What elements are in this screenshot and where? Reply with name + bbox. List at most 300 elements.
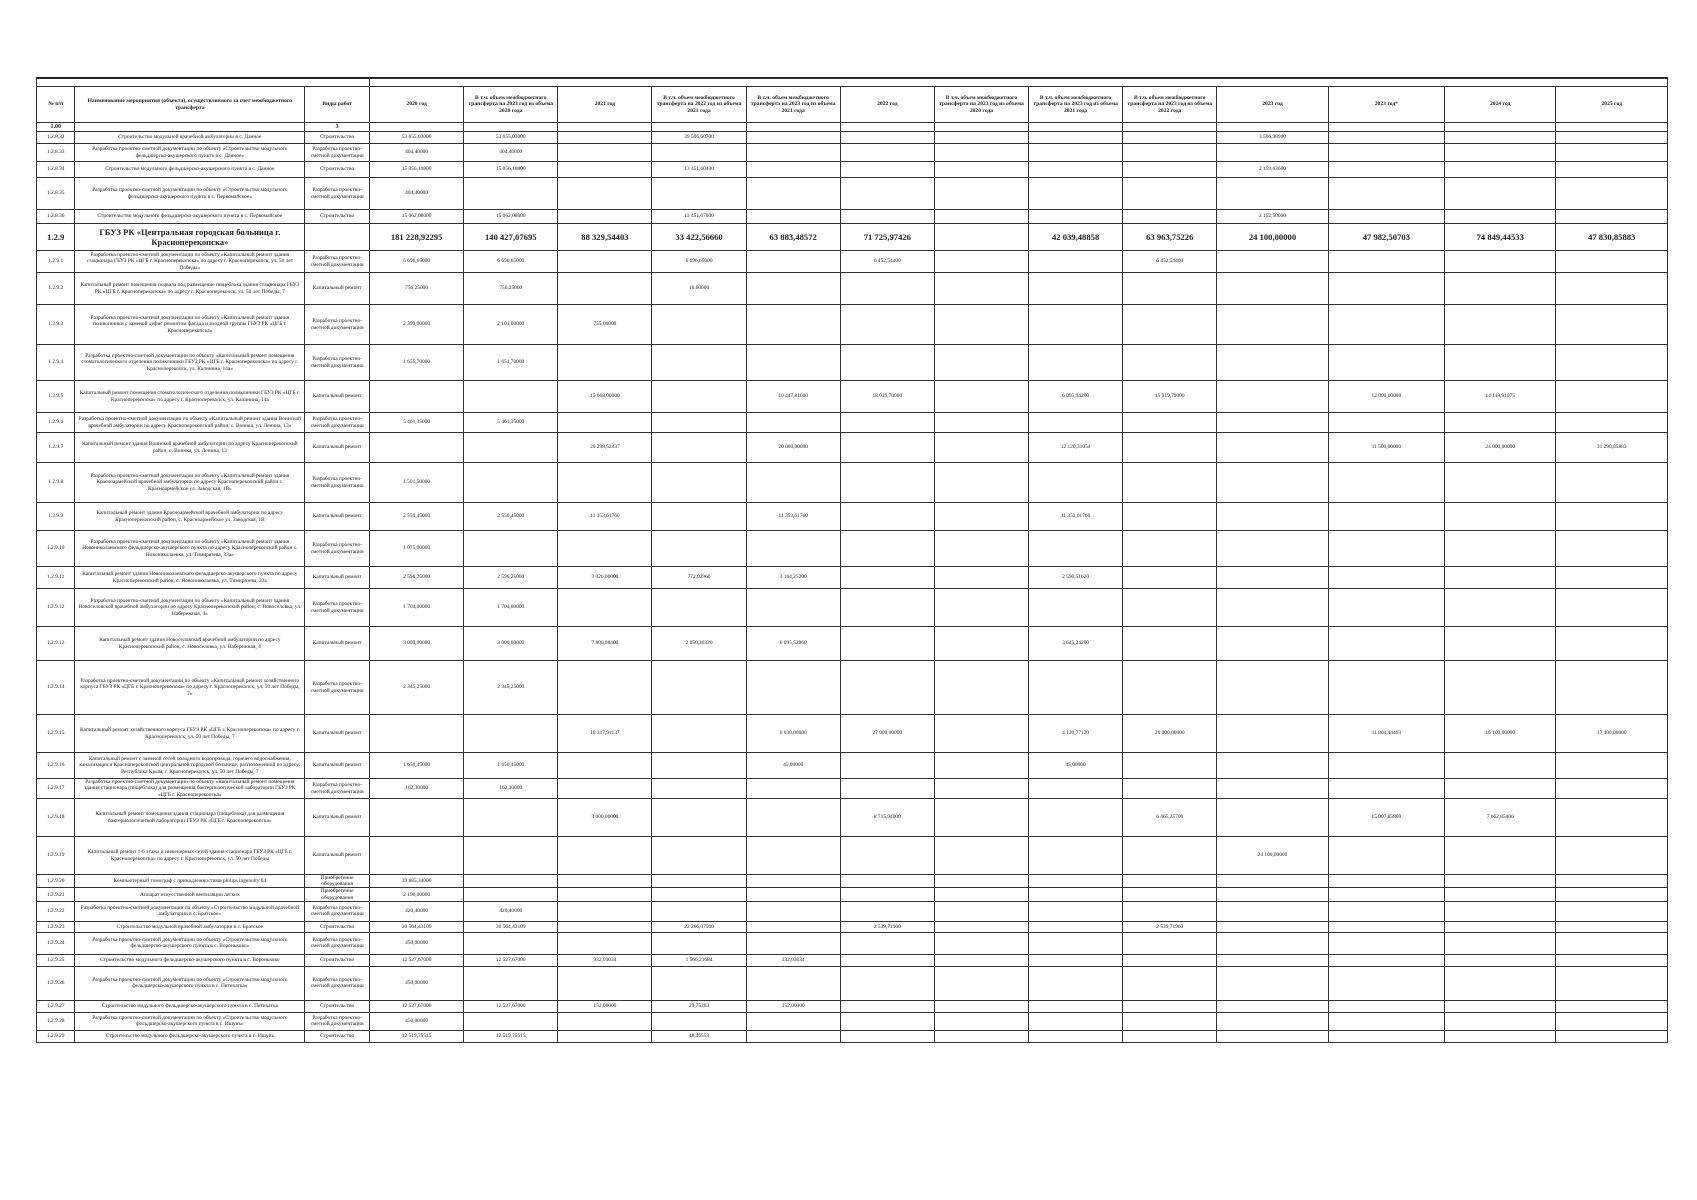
amount-cell: 15 919,79000 xyxy=(1123,381,1217,413)
amount-cell: 12 527,67000 xyxy=(370,1000,464,1012)
amount-cell: 6 696,65000 xyxy=(652,251,746,273)
amount-cell xyxy=(1029,837,1123,875)
amount-cell: 420,40000 xyxy=(464,901,558,921)
amount-cell xyxy=(1029,162,1123,178)
amount-cell xyxy=(1556,954,1668,966)
amount-cell: 6 465,25700 xyxy=(1123,799,1217,837)
work-type: Строительство xyxy=(305,210,370,224)
amount-cell xyxy=(1556,413,1668,433)
amount-cell xyxy=(1217,966,1328,1000)
row-number: 1.2.8.32 xyxy=(37,132,75,144)
work-type: Строительство xyxy=(305,921,370,932)
amount-cell xyxy=(1217,901,1328,921)
column-header: 2023 год* xyxy=(1328,87,1444,123)
amount-cell xyxy=(558,273,652,305)
column-index-cell xyxy=(652,123,746,132)
row-number: 1.2.8.33 xyxy=(37,144,75,162)
amount-cell xyxy=(1029,178,1123,210)
amount-cell: 5 461,35000 xyxy=(464,413,558,433)
amount-cell xyxy=(840,932,934,954)
amount-cell xyxy=(1445,251,1556,273)
amount-cell xyxy=(1217,799,1328,837)
column-header: В т.ч. объем межбюджетного трансферта на 2023 год из объема 2020 года xyxy=(464,87,558,123)
amount-cell xyxy=(464,715,558,753)
work-type: Разработка проектно-сметной документации xyxy=(305,779,370,799)
amount-cell: 1 651,70000 xyxy=(464,345,558,381)
amount-cell xyxy=(1029,210,1123,224)
work-type: Капитальный ремонт xyxy=(305,273,370,305)
amount-cell xyxy=(934,1012,1028,1030)
amount-cell xyxy=(464,1012,558,1030)
amount-cell xyxy=(934,1000,1028,1012)
amount-cell: 6 452,54400 xyxy=(840,251,934,273)
row-number: 1.2.9.1 xyxy=(37,251,75,273)
column-header: 2020 год xyxy=(370,87,464,123)
amount-cell xyxy=(746,305,840,345)
object-name: Капитальный ремонт здания Новониколаевского фельдшерско-акушерского пункта по адресу Красноперекопский район, с. Новониколаевка, ул. Тимирязева, 33а xyxy=(75,567,305,589)
amount-cell: 8 715,94000 xyxy=(840,799,934,837)
amount-cell xyxy=(934,567,1028,589)
amount-cell xyxy=(558,875,652,888)
amount-cell xyxy=(1328,661,1444,715)
amount-cell xyxy=(652,875,746,888)
amount-cell xyxy=(558,251,652,273)
amount-cell xyxy=(1123,901,1217,921)
column-index-cell xyxy=(370,123,464,132)
table-row xyxy=(37,178,1668,210)
object-name: Строительство модульного фельдшерско-акушерского пункта в с. Вороньково xyxy=(75,954,305,966)
amount-cell: 63 883,48572 xyxy=(746,224,840,251)
amount-cell: 18 019,70000 xyxy=(840,381,934,413)
column-index-cell xyxy=(1217,123,1328,132)
amount-cell xyxy=(840,463,934,503)
amount-cell xyxy=(746,162,840,178)
work-type: Разработка проектно-сметной документации xyxy=(305,345,370,381)
column-index-cell xyxy=(1328,123,1444,132)
amount-cell xyxy=(1556,589,1668,627)
amount-cell: 404,40000 xyxy=(370,178,464,210)
amount-cell xyxy=(934,954,1028,966)
amount-cell: 6 696,65000 xyxy=(370,251,464,273)
amount-cell xyxy=(652,932,746,954)
amount-cell xyxy=(1445,273,1556,305)
amount-cell xyxy=(652,715,746,753)
amount-cell xyxy=(1029,966,1123,1000)
column-index-cell xyxy=(1556,123,1668,132)
amount-cell: 12 527,67000 xyxy=(464,954,558,966)
amount-cell xyxy=(840,210,934,224)
amount-cell xyxy=(1328,589,1444,627)
amount-cell: 6 095,94200 xyxy=(1029,381,1123,413)
amount-cell: 450,00000 xyxy=(370,966,464,1000)
amount-cell xyxy=(1556,463,1668,503)
amount-cell xyxy=(1328,1030,1444,1042)
amount-cell xyxy=(1123,1030,1217,1042)
row-number: 1.2.9.14 xyxy=(37,661,75,715)
amount-cell xyxy=(1445,463,1556,503)
work-type: Разработка проектно-сметной документации xyxy=(305,251,370,273)
amount-cell: 18 317,91137 xyxy=(558,715,652,753)
amount-cell xyxy=(1445,753,1556,779)
amount-cell: 3 000,00000 xyxy=(370,627,464,661)
column-header: Виды работ xyxy=(305,87,370,123)
object-name: Строительство модульного фельдшерско-акушерского пункта в с. Ишунь xyxy=(75,1030,305,1042)
amount-cell xyxy=(1445,1030,1556,1042)
amount-cell xyxy=(934,503,1028,531)
amount-cell xyxy=(840,273,934,305)
amount-cell xyxy=(934,779,1028,799)
amount-cell: 20 000,00000 xyxy=(1123,715,1217,753)
amount-cell: 20 298,52437 xyxy=(558,433,652,463)
amount-cell: 29,75363 xyxy=(652,1000,746,1012)
amount-cell xyxy=(840,1000,934,1012)
amount-cell: 15 056,10800 xyxy=(370,162,464,178)
amount-cell xyxy=(1556,799,1668,837)
work-type: Строительство xyxy=(305,132,370,144)
amount-cell: 2 345,25000 xyxy=(464,661,558,715)
amount-cell xyxy=(1556,345,1668,381)
amount-cell xyxy=(1445,1012,1556,1030)
amount-cell xyxy=(1445,954,1556,966)
amount-cell: 39 885,34000 xyxy=(370,875,464,888)
amount-cell xyxy=(1328,413,1444,433)
amount-cell xyxy=(1328,753,1444,779)
amount-cell xyxy=(1445,345,1556,381)
amount-cell xyxy=(1029,1012,1123,1030)
amount-cell xyxy=(1328,305,1444,345)
amount-cell xyxy=(746,463,840,503)
object-name: Капитальный ремонт 1-6 этажа и инженерных сетей здания стационара ГБУЗ РК «ЦГБ г. Красноперекопска» по адресу г. Красноперекопск, ул. 50 лет Победы xyxy=(75,837,305,875)
amount-cell xyxy=(1328,531,1444,567)
amount-cell: 24 100,00000 xyxy=(1217,224,1328,251)
column-index-cell xyxy=(746,123,840,132)
table-row xyxy=(37,901,1668,921)
amount-cell xyxy=(464,799,558,837)
work-type: Капитальный ремонт xyxy=(305,715,370,753)
amount-cell xyxy=(934,888,1028,901)
amount-cell xyxy=(1123,433,1217,463)
object-name: Разработка проектно-сметной документации по объекту «Строительство модульного фельдшерско-акушерского пункта в с. Первомайское» xyxy=(75,178,305,210)
amount-cell xyxy=(558,779,652,799)
column-header: Наименование мероприятия (объекта), осуществляемого за счет межбюджетного трансферта xyxy=(75,87,305,123)
amount-cell xyxy=(1556,779,1668,799)
amount-cell xyxy=(1123,413,1217,433)
amount-cell xyxy=(652,753,746,779)
amount-cell xyxy=(1217,661,1328,715)
amount-cell xyxy=(370,433,464,463)
object-name: Капитальный ремонт с заменой сетей холодного водопровода, горячего водоснабжения, канализации в Красноперекопской центральной городской больнице, расположенной по адресу: Республика Крым, г. Красноперекопск, ул. 50 лет Победы, 7 xyxy=(75,753,305,779)
amount-cell xyxy=(652,144,746,162)
amount-cell xyxy=(840,1030,934,1042)
amount-cell xyxy=(1217,921,1328,932)
amount-cell xyxy=(652,463,746,503)
amount-cell xyxy=(1445,837,1556,875)
amount-cell: 7 806,98400 xyxy=(558,627,652,661)
amount-cell xyxy=(558,837,652,875)
amount-cell xyxy=(558,753,652,779)
amount-cell xyxy=(934,381,1028,413)
amount-cell: 48,46553 xyxy=(652,1030,746,1042)
amount-cell xyxy=(840,413,934,433)
amount-cell: 6 452,54400 xyxy=(1123,251,1217,273)
amount-cell xyxy=(1029,1030,1123,1042)
amount-cell xyxy=(840,627,934,661)
amount-cell xyxy=(1029,531,1123,567)
column-header: В т.ч. объем межбюджетного трансферта на 2023 год из объема 2021 года xyxy=(1029,87,1123,123)
column-index-cell xyxy=(464,123,558,132)
budget-table xyxy=(36,78,1668,1043)
row-number: 1.2.9.21 xyxy=(37,888,75,901)
amount-cell: 12 519,75515 xyxy=(370,1030,464,1042)
amount-cell xyxy=(1445,661,1556,715)
amount-cell xyxy=(746,413,840,433)
work-type: Строительство xyxy=(305,1000,370,1012)
amount-cell xyxy=(1123,1000,1217,1012)
amount-cell xyxy=(934,921,1028,932)
amount-cell xyxy=(1029,413,1123,433)
amount-cell xyxy=(1029,921,1123,932)
table-row xyxy=(37,531,1668,567)
amount-cell xyxy=(558,162,652,178)
work-type: Капитальный ремонт xyxy=(305,753,370,779)
row-number: 1.2.9.9 xyxy=(37,503,75,531)
object-name: Разработка проектно-сметной документации по объекту «Строительство модульного фельдшерско-акушерского пункта в с. Пятихатка» xyxy=(75,966,305,1000)
amount-cell xyxy=(1328,888,1444,901)
amount-cell: 45,00000 xyxy=(1029,753,1123,779)
amount-cell xyxy=(746,888,840,901)
object-name: Строительство модульной врачебной амбулатории в с. Братское xyxy=(75,921,305,932)
row-number: 1.2.9.8 xyxy=(37,463,75,503)
amount-cell xyxy=(558,901,652,921)
amount-cell xyxy=(652,779,746,799)
amount-cell: 2 159,63600 xyxy=(1217,162,1328,178)
amount-cell: 6 030,00000 xyxy=(746,715,840,753)
amount-cell xyxy=(1445,901,1556,921)
amount-cell xyxy=(1123,627,1217,661)
amount-cell xyxy=(558,178,652,210)
table-row xyxy=(37,144,1668,162)
amount-cell xyxy=(840,531,934,567)
amount-cell xyxy=(464,888,558,901)
amount-cell xyxy=(746,901,840,921)
table-row xyxy=(37,753,1668,779)
amount-cell xyxy=(1123,178,1217,210)
amount-cell xyxy=(1328,144,1444,162)
amount-cell: 1 650,45000 xyxy=(464,753,558,779)
amount-cell: 12 527,67000 xyxy=(370,954,464,966)
amount-cell: 88 329,54403 xyxy=(558,224,652,251)
amount-cell xyxy=(1123,888,1217,901)
amount-cell xyxy=(934,463,1028,503)
amount-cell: 2 539,71960 xyxy=(840,921,934,932)
amount-cell: 420,40000 xyxy=(370,901,464,921)
amount-cell xyxy=(1556,162,1668,178)
amount-cell: 15 056,10800 xyxy=(464,162,558,178)
object-name: Разработка проектно-сметной документации по объекту «Капитальный ремонт помещения стоматологического отделения поликлиники ГБУЗ РК «ЦГБ г. Красноперекопска» по адресу г. Красноперекопск, ул. Калинина, 14а» xyxy=(75,345,305,381)
amount-cell xyxy=(1328,954,1444,966)
amount-cell xyxy=(1029,305,1123,345)
amount-cell: 162,30000 xyxy=(464,779,558,799)
amount-cell: 152,00000 xyxy=(746,1000,840,1012)
amount-cell xyxy=(1445,132,1556,144)
amount-cell: 15 062,08000 xyxy=(370,210,464,224)
amount-cell xyxy=(1328,162,1444,178)
work-type: Разработка проектно-сметной документации xyxy=(305,463,370,503)
amount-cell xyxy=(1445,627,1556,661)
work-type: Капитальный ремонт xyxy=(305,837,370,875)
amount-cell xyxy=(1029,132,1123,144)
amount-cell xyxy=(1556,305,1668,345)
amount-cell xyxy=(1445,162,1556,178)
amount-cell xyxy=(746,875,840,888)
amount-cell xyxy=(1217,1000,1328,1012)
column-header: 2022 год xyxy=(840,87,934,123)
row-number: 1.2.9.10 xyxy=(37,531,75,567)
column-index-cell xyxy=(1123,123,1217,132)
amount-cell xyxy=(370,715,464,753)
work-type: Капитальный ремонт xyxy=(305,381,370,413)
amount-cell xyxy=(558,345,652,381)
column-header: 2023 год xyxy=(1217,87,1328,123)
amount-cell xyxy=(1217,144,1328,162)
amount-cell xyxy=(1556,381,1668,413)
amount-cell xyxy=(746,589,840,627)
table-row xyxy=(37,1012,1668,1030)
amount-cell xyxy=(558,921,652,932)
amount-cell xyxy=(934,661,1028,715)
amount-cell: 12 519,75515 xyxy=(464,1030,558,1042)
amount-cell xyxy=(840,875,934,888)
amount-cell: 2 596,25000 xyxy=(464,567,558,589)
amount-cell xyxy=(746,178,840,210)
object-name: Капитальный ремонт хозяйственного корпуса ГБУЗ РК «ЦГБ г. Красноперекопска» по адресу г. Красноперекопск, ул. 50 лет Победы, 7 xyxy=(75,715,305,753)
amount-cell xyxy=(934,210,1028,224)
work-type: Разработка проектно-сметной документации xyxy=(305,1012,370,1030)
amount-cell xyxy=(558,589,652,627)
amount-cell xyxy=(558,144,652,162)
row-number: 1.2.9.6 xyxy=(37,413,75,433)
work-type: Приобретение оборудования xyxy=(305,888,370,901)
amount-cell xyxy=(1556,210,1668,224)
amount-cell xyxy=(1029,779,1123,799)
amount-cell xyxy=(1029,273,1123,305)
amount-cell xyxy=(1217,345,1328,381)
amount-cell: 24 100,00000 xyxy=(1217,837,1328,875)
amount-cell xyxy=(1445,875,1556,888)
amount-cell xyxy=(370,837,464,875)
amount-cell: 450,00000 xyxy=(370,932,464,954)
column-index-cell: 3 xyxy=(305,123,370,132)
row-number: 1.2.9 xyxy=(37,224,75,251)
amount-cell: 13 451,60400 xyxy=(652,162,746,178)
amount-cell: 11 500,00000 xyxy=(1328,433,1444,463)
row-number: 1.2.9.19 xyxy=(37,837,75,875)
row-number: 1.2.9.26 xyxy=(37,966,75,1000)
amount-cell xyxy=(1556,178,1668,210)
amount-cell xyxy=(464,932,558,954)
object-name: Капитальный ремонт здания Красноармейской врачебной амбулатории по адресу Красноперекопский район, с. Красноармейское ул. Заводская, 1В xyxy=(75,503,305,531)
amount-cell xyxy=(934,251,1028,273)
amount-cell xyxy=(1029,345,1123,381)
amount-cell: 2 550,45000 xyxy=(464,503,558,531)
object-name: Капитальный ремонт здания Воинской врачебной амбулатории по адресу Красноперекопский район, с. Воинка, ул. Ленина, 13 xyxy=(75,433,305,463)
amount-cell: 2 590,51620 xyxy=(1029,567,1123,589)
amount-cell xyxy=(1029,661,1123,715)
amount-cell xyxy=(1029,875,1123,888)
amount-cell xyxy=(1123,567,1217,589)
amount-cell xyxy=(1556,503,1668,531)
work-type: Строительство xyxy=(305,1030,370,1042)
table-row xyxy=(37,799,1668,837)
amount-cell xyxy=(1123,966,1217,1000)
amount-cell xyxy=(652,1012,746,1030)
amount-cell xyxy=(1217,381,1328,413)
amount-cell xyxy=(746,921,840,932)
amount-cell xyxy=(1029,1000,1123,1012)
amount-cell xyxy=(1029,463,1123,503)
amount-cell xyxy=(934,433,1028,463)
amount-cell xyxy=(1445,567,1556,589)
amount-cell xyxy=(1445,210,1556,224)
amount-cell: 162,30000 xyxy=(370,779,464,799)
amount-cell xyxy=(558,1012,652,1030)
work-type: Капитальный ремонт xyxy=(305,503,370,531)
amount-cell: 3 506,98900 xyxy=(1217,132,1328,144)
amount-cell: 27 000,00000 xyxy=(840,715,934,753)
amount-cell: 71 725,97426 xyxy=(840,224,934,251)
amount-cell xyxy=(1123,132,1217,144)
amount-cell xyxy=(1556,753,1668,779)
amount-cell xyxy=(1029,589,1123,627)
table-row xyxy=(37,1030,1668,1042)
amount-cell xyxy=(1217,715,1328,753)
amount-cell xyxy=(1123,932,1217,954)
table-row xyxy=(37,381,1668,413)
amount-cell: 1 650,45000 xyxy=(370,753,464,779)
amount-cell xyxy=(1328,1000,1444,1012)
amount-cell xyxy=(840,661,934,715)
amount-cell xyxy=(1217,1030,1328,1042)
amount-cell: 2 345,25000 xyxy=(370,661,464,715)
amount-cell xyxy=(746,531,840,567)
amount-cell: 39 506,60700 xyxy=(652,132,746,144)
amount-cell xyxy=(652,888,746,901)
object-name: Строительство модульного фельдшерско-акушерского пункта в с. Данное xyxy=(75,162,305,178)
amount-cell xyxy=(934,1030,1028,1042)
amount-cell xyxy=(1123,1012,1217,1030)
amount-cell xyxy=(1556,1000,1668,1012)
column-header: 2021 год xyxy=(558,87,652,123)
row-number: 1.2.9.25 xyxy=(37,954,75,966)
amount-cell xyxy=(1029,932,1123,954)
amount-cell: 1 075,00000 xyxy=(370,531,464,567)
amount-cell xyxy=(1217,753,1328,779)
amount-cell xyxy=(1556,901,1668,921)
amount-cell xyxy=(1445,503,1556,531)
object-name: Разработка проектно-сметной документации по объекту «Капитальный ремонт помещения здания стационара (пищеблока) для размещения бактериологической лаборатории ГБУЗ РК «ЦГБ г. Красноперекопска» xyxy=(75,779,305,799)
object-name: Строительство модульного фельдшерско-акушерского пункта в с. Первомайское xyxy=(75,210,305,224)
amount-cell xyxy=(1328,210,1444,224)
amount-cell: 2 101,00000 xyxy=(464,305,558,345)
amount-cell xyxy=(1029,901,1123,921)
table-row xyxy=(37,715,1668,753)
table-row xyxy=(37,779,1668,799)
table-row xyxy=(37,413,1668,433)
amount-cell xyxy=(558,463,652,503)
amount-cell xyxy=(840,954,934,966)
amount-cell xyxy=(746,799,840,837)
amount-cell: 3 000,00000 xyxy=(464,627,558,661)
